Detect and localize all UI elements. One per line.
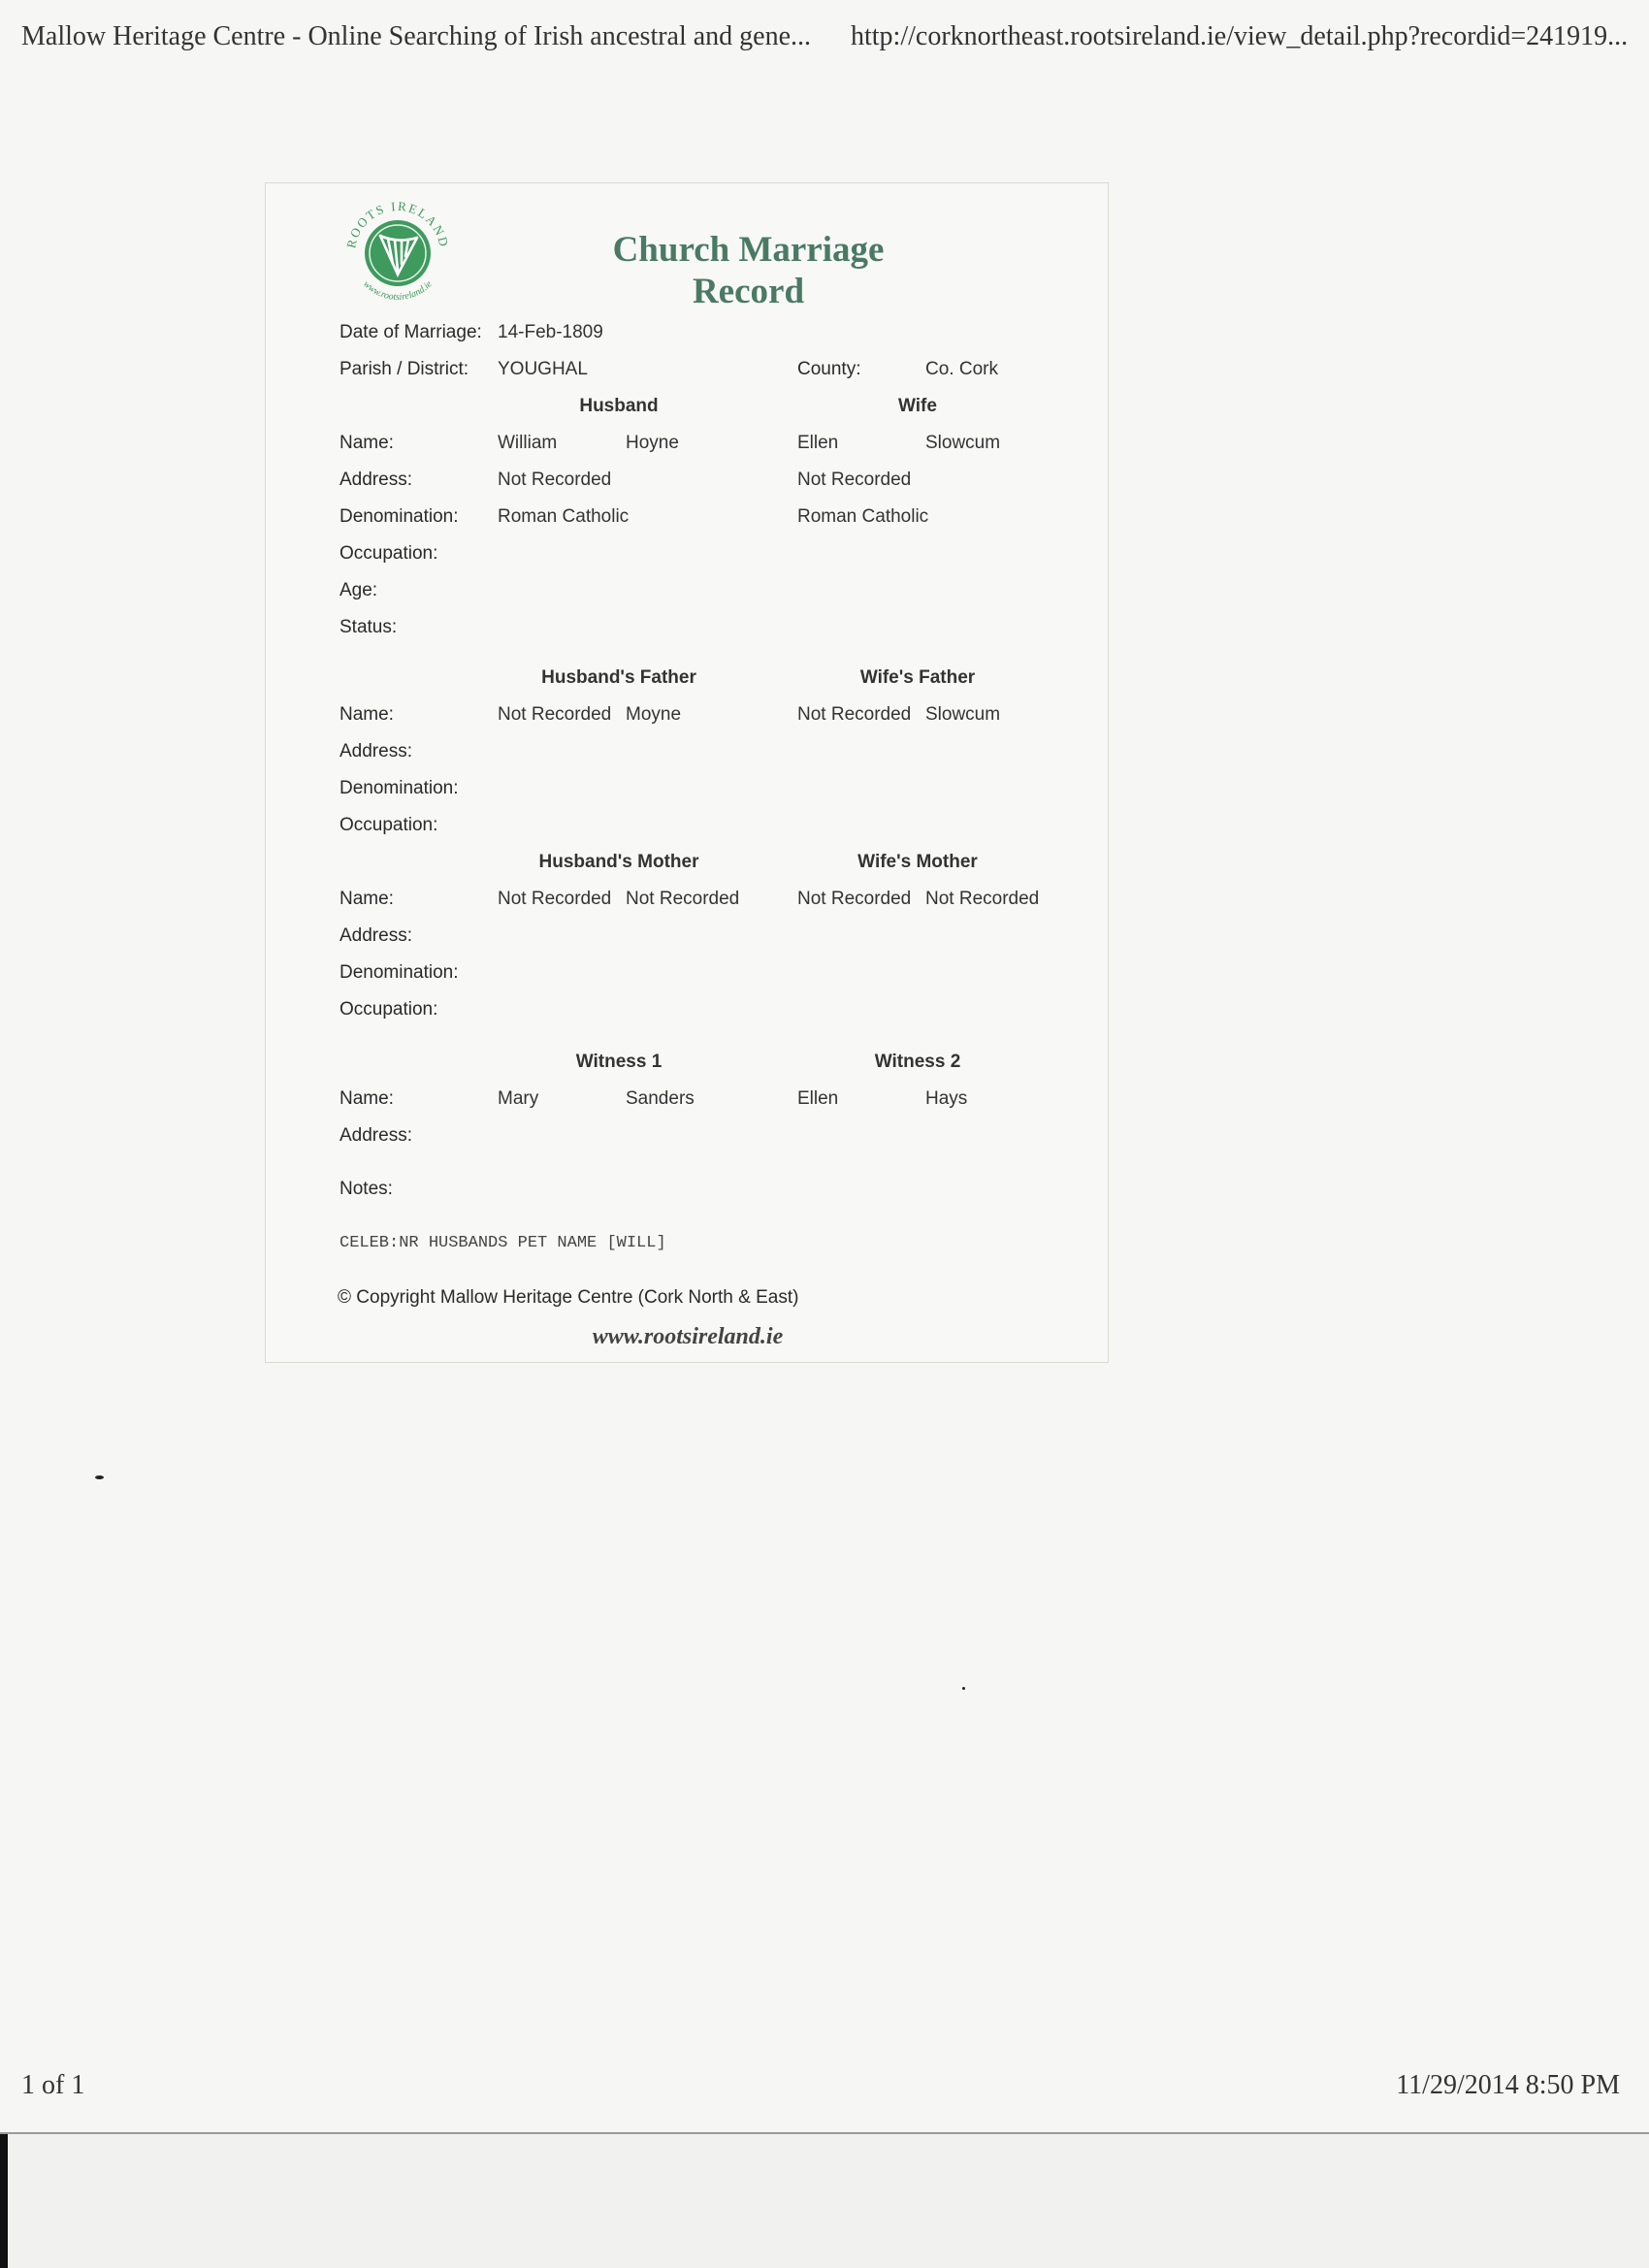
county-label: County:	[797, 359, 861, 379]
wifes-father-first-name: Not Recorded	[797, 704, 912, 725]
website-link[interactable]: www.rootsireland.ie	[592, 1324, 784, 1349]
wife-header: Wife	[898, 396, 937, 416]
scan-edge-mark	[0, 2134, 8, 2268]
witness1-header: Witness 1	[575, 1052, 663, 1072]
wife-address: Not Recorded	[797, 470, 912, 490]
witnesses-name-label: Name:	[340, 1088, 394, 1109]
page-title: Mallow Heritage Centre - Online Searching of Irish ancestral and gene...	[21, 21, 812, 51]
witness2-last-name: Hays	[925, 1088, 968, 1109]
husbands-mother-first-name: Not Recorded	[498, 889, 612, 909]
mothers-occupation-label: Occupation:	[340, 999, 438, 1020]
below-page-area	[0, 2134, 1649, 2268]
page-count: 1 of 1	[21, 2070, 85, 2100]
husband-last-name: Hoyne	[626, 433, 679, 453]
witness2-header: Witness 2	[874, 1052, 961, 1072]
wife-denomination: Roman Catholic	[797, 506, 929, 527]
couple-status-label: Status:	[340, 617, 398, 637]
witnesses-address-label: Address:	[340, 1125, 412, 1146]
wifes-father-last-name: Slowcum	[925, 704, 1001, 725]
marriage-record-card	[265, 182, 1109, 1363]
husband-denomination: Roman Catholic	[498, 506, 630, 527]
parish-label: Parish / District:	[340, 359, 469, 379]
couple-name-label: Name:	[340, 433, 394, 453]
wifes-mother-first-name: Not Recorded	[797, 889, 912, 909]
witness1-last-name: Sanders	[626, 1088, 695, 1109]
husbands-mother-header: Husband's Mother	[538, 852, 699, 872]
couple-occupation-label: Occupation:	[340, 543, 438, 564]
couple-address-label: Address:	[340, 470, 412, 490]
fathers-denomination-label: Denomination:	[340, 778, 459, 798]
wife-first-name: Ellen	[797, 433, 839, 453]
husbands-mother-last-name: Not Recorded	[626, 889, 740, 909]
husband-first-name: William	[498, 433, 558, 453]
notes-label: Notes:	[340, 1179, 393, 1199]
record-title: Church Marriage Record	[612, 230, 885, 311]
page-url: http://corknortheast.rootsireland.ie/view_detail.php?recordid=241919...	[851, 21, 1629, 51]
husbands-father-first-name: Not Recorded	[498, 704, 612, 725]
fathers-name-label: Name:	[340, 704, 394, 725]
roots-ireland-logo	[338, 193, 458, 313]
scan-speck	[962, 1687, 965, 1690]
logo-ring-bottom-text: www.rootsireland.ie	[361, 278, 435, 304]
date-of-marriage-label: Date of Marriage:	[340, 322, 482, 342]
copyright-notice: © Copyright Mallow Heritage Centre (Cork North & East)	[338, 1287, 799, 1308]
mothers-denomination-label: Denomination:	[340, 962, 459, 983]
husbands-father-last-name: Moyne	[626, 704, 682, 725]
couple-age-label: Age:	[340, 580, 378, 600]
county-value: Co. Cork	[925, 359, 998, 379]
husbands-father-header: Husband's Father	[541, 667, 696, 688]
couple-denomination-label: Denomination:	[340, 506, 459, 527]
print-timestamp: 11/29/2014 8:50 PM	[1396, 2070, 1620, 2100]
notes-text: CELEB:NR HUSBANDS PET NAME [WILL]	[340, 1234, 666, 1252]
parish-value: YOUGHAL	[498, 359, 588, 379]
wife-last-name: Slowcum	[925, 433, 1001, 453]
mothers-name-label: Name:	[340, 889, 394, 909]
wifes-mother-last-name: Not Recorded	[925, 889, 1040, 909]
mothers-address-label: Address:	[340, 925, 412, 946]
husband-address: Not Recorded	[498, 470, 612, 490]
witness1-first-name: Mary	[498, 1088, 539, 1109]
logo-ring-top-text: ROOTS IRELAND	[343, 198, 452, 250]
scan-speck	[95, 1475, 104, 1479]
husband-header: Husband	[579, 396, 659, 416]
fathers-occupation-label: Occupation:	[340, 815, 438, 835]
wifes-mother-header: Wife's Mother	[857, 852, 978, 872]
fathers-address-label: Address:	[340, 741, 412, 761]
date-of-marriage-value: 14-Feb-1809	[498, 322, 603, 342]
wifes-father-header: Wife's Father	[859, 667, 976, 688]
witness2-first-name: Ellen	[797, 1088, 839, 1109]
